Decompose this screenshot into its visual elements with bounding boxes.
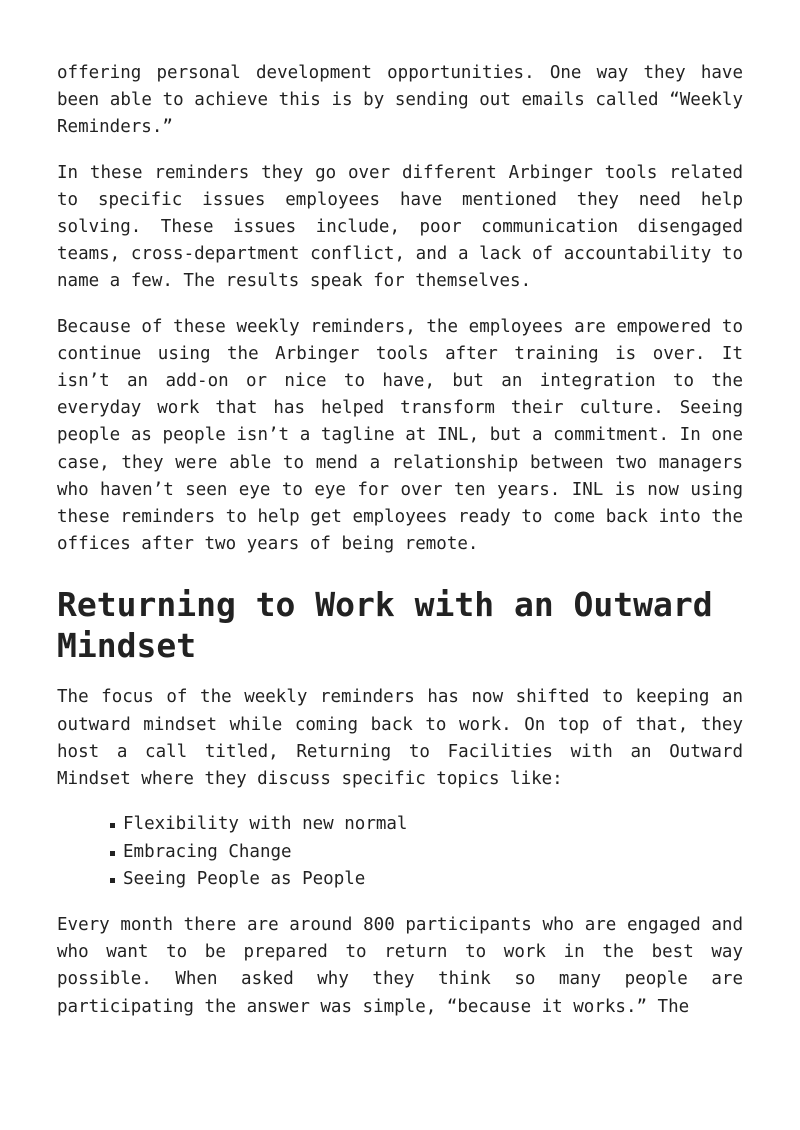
paragraph-focus-shift: The focus of the weekly reminders has now shifted to keeping an outward mindset while coming back to work. On top of that, they host a call titled, Returning to Facilities with an Outward Mindset where they discuss specific topics like:	[57, 687, 743, 790]
topics-list	[57, 811, 743, 894]
section-heading: Returning to Work with an Outward Mindset	[57, 585, 713, 666]
article-body	[57, 60, 743, 1039]
paragraph-empowered-employees: Because of these weekly reminders, the employees are empowered to continue using the Arbinger tools after training is over. It isn’t an add-on or nice to have, but an integration to the everyday work that has helped transform their culture. Seeing people as people isn’t a tagline at INL, but a commitment. In one case, they were able to mend a relationship between two managers who haven’t seen eye to eye for over ten years. INL is now using these reminders to help get employees ready to come back into the offices after two years of being remote.	[57, 316, 743, 555]
list-item: Embracing Change	[121, 839, 743, 867]
paragraph-reminder-topics: In these reminders they go over different Arbinger tools related to specific issues employees have mentioned they need help solving. These issues include, poor communication disengaged teams, cross-department conflict, and a lack of accountability to name a few. The results speak for themselves.	[57, 162, 743, 292]
list-item: Flexibility with new normal	[121, 811, 743, 839]
paragraph-weekly-reminders-intro: offering personal development opportunities. One way they have been able to achieve this is by sending out emails called “Weekly Reminders.”	[57, 63, 743, 138]
list-item: Seeing People as People	[121, 866, 743, 894]
paragraph-participants: Every month there are around 800 participants who are engaged and who want to be prepared to return to work in the best way possible. When asked why they think so many people are participating the answer was simple, “because it works.” The	[57, 915, 743, 1017]
